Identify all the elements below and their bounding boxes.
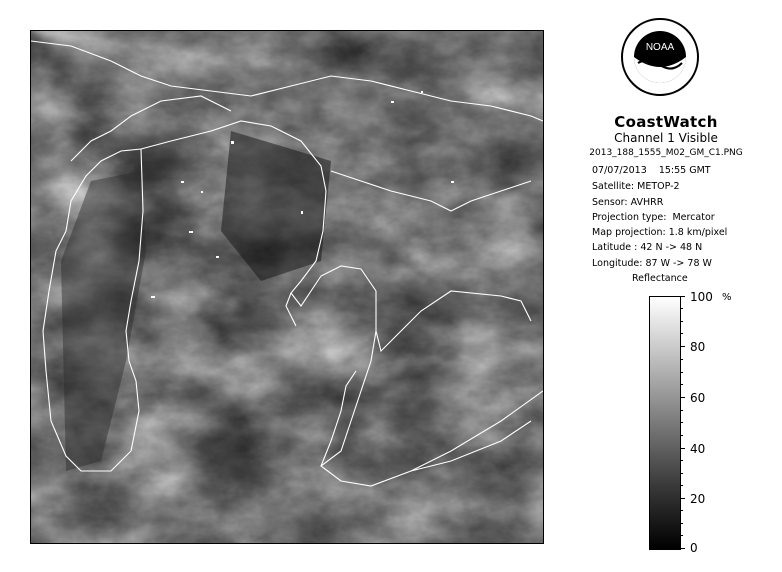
- projection-type: Projection type: Mercator: [592, 212, 715, 223]
- tick-label-80: 80: [690, 340, 706, 354]
- minor-tick: [680, 485, 683, 486]
- minor-tick: [680, 422, 683, 423]
- tick-80: [680, 346, 685, 347]
- minor-tick: [680, 321, 683, 322]
- minor-tick: [680, 333, 683, 334]
- tick-0: [680, 548, 685, 549]
- colorbar: [649, 296, 681, 550]
- minor-tick: [680, 410, 683, 411]
- tick-label-100: 100: [690, 290, 713, 304]
- logo-center-text: NOAA: [645, 42, 675, 53]
- noaa-logo: [620, 17, 700, 97]
- minor-tick: [680, 372, 683, 373]
- minor-tick: [680, 359, 683, 360]
- product-title: CoastWatch: [614, 113, 718, 131]
- latitude-range: Latitude : 42 N -> 48 N: [592, 242, 703, 253]
- minor-tick: [680, 535, 683, 536]
- file-name: 2013_188_1555_M02_GM_C1.PNG: [589, 148, 743, 158]
- minor-tick: [680, 473, 683, 474]
- satellite-imagery: [31, 31, 543, 543]
- map-projection: Map projection: 1.8 km/pixel: [592, 227, 728, 238]
- tick-label-40: 40: [690, 442, 706, 456]
- longitude-range: Longitude: 87 W -> 78 W: [592, 258, 712, 269]
- minor-tick: [680, 308, 683, 309]
- minor-tick: [680, 460, 683, 461]
- tick-label-0: 0: [690, 541, 698, 555]
- tick-label-60: 60: [690, 391, 706, 405]
- tick-40: [680, 448, 685, 449]
- sensor-info: Sensor: AVHRR: [592, 197, 664, 208]
- satellite-info: Satellite: METOP-2: [592, 181, 680, 192]
- minor-tick: [680, 523, 683, 524]
- tick-label-20: 20: [690, 492, 706, 506]
- channel-label: Channel 1 Visible: [614, 131, 718, 145]
- tick-20: [680, 498, 685, 499]
- minor-tick: [680, 384, 683, 385]
- minor-tick: [680, 435, 683, 436]
- tick-100: [680, 296, 685, 297]
- satellite-image: [30, 30, 544, 544]
- tick-60: [680, 397, 685, 398]
- minor-tick: [680, 510, 683, 511]
- legend-unit: %: [722, 292, 732, 303]
- datetime: 07/07/2013 15:55 GMT: [592, 165, 711, 176]
- legend-title: Reflectance: [632, 273, 688, 284]
